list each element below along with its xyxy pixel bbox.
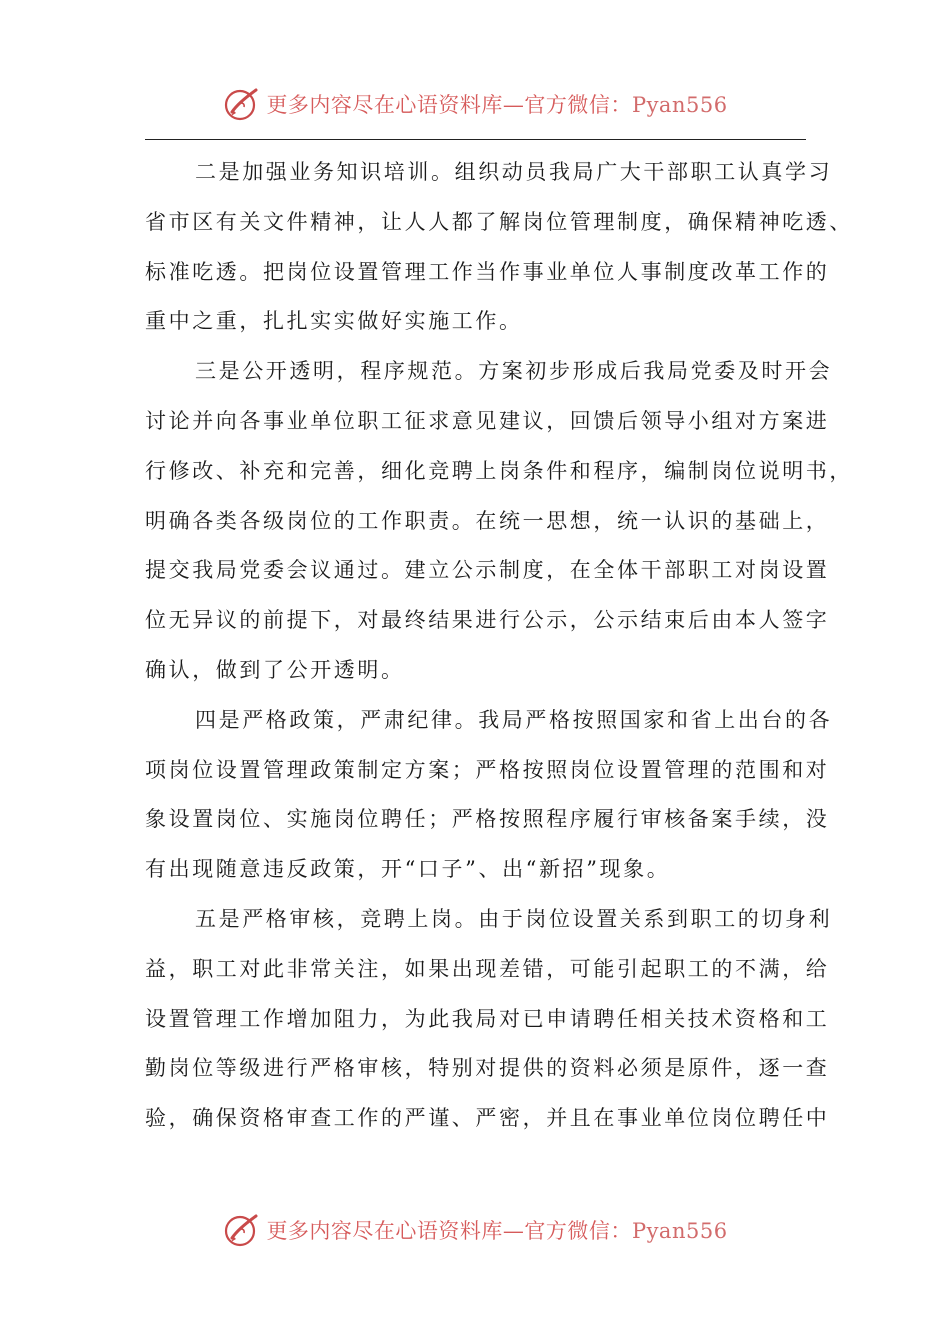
body-line: 象设置岗位、实施岗位聘任；严格按照程序履行审核备案手续，没 — [145, 807, 830, 832]
body-line: 重中之重，扎扎实实做好实施工作。 — [145, 309, 523, 334]
body-line: 益，职工对此非常关注，如果出现差错，可能引起职工的不满，给 — [145, 956, 830, 981]
body-line: 三是公开透明，程序规范。方案初步形成后我局党委及时开会 — [195, 359, 833, 384]
pen-logo-icon — [222, 84, 262, 124]
body-line: 行修改、补充和完善，细化竞聘上岗条件和程序，编制岗位说明书， — [145, 458, 853, 483]
footer-slogan: 更多内容尽在心语资料库—官方微信： — [266, 1219, 632, 1243]
body-line: 确认，做到了公开透明。 — [145, 657, 405, 682]
body-line: 项岗位设置管理政策制定方案；严格按照岗位设置管理的范围和对 — [145, 757, 830, 782]
body-line: 二是加强业务知识培训。组织动员我局广大干部职工认真学习 — [195, 160, 833, 184]
header-banner — [0, 82, 950, 126]
footer-banner — [0, 1208, 950, 1252]
header-divider — [145, 139, 806, 140]
body-line: 设置管理工作增加阻力，为此我局对已申请聘任相关技术资格和工 — [145, 1006, 830, 1031]
footer-wechat-id: Pyan556 — [631, 1219, 728, 1243]
body-line: 勤岗位等级进行严格审核，特别对提供的资料必须是原件，逐一查 — [145, 1056, 830, 1081]
body-line: 验，确保资格审查工作的严谨、严密，并且在事业单位岗位聘任中 — [145, 1106, 830, 1131]
header-banner-text — [266, 89, 727, 119]
body-line: 五是严格审核，竞聘上岗。由于岗位设置关系到职工的切身利 — [195, 906, 833, 931]
body-line: 四是严格政策，严肃纪律。我局严格按照国家和省上出台的各 — [195, 707, 833, 732]
footer-banner-text — [266, 1215, 727, 1245]
document-body — [145, 150, 853, 1146]
header-slogan: 更多内容尽在心语资料库—官方微信： — [266, 93, 632, 117]
body-line: 有出现随意违反政策，开“口子”、出“新招”现象。 — [145, 857, 671, 882]
header-wechat-id: Pyan556 — [631, 93, 728, 117]
body-line: 明确各类各级岗位的工作职责。在统一思想，统一认识的基础上， — [145, 508, 830, 533]
body-line: 省市区有关文件精神，让人人都了解岗位管理制度，确保精神吃透、 — [145, 209, 853, 234]
body-line: 讨论并向各事业单位职工征求意见建议，回馈后领导小组对方案进 — [145, 408, 830, 433]
pen-logo-icon — [222, 1210, 262, 1250]
body-line: 位无异议的前提下，对最终结果进行公示，公示结束后由本人签字 — [145, 608, 830, 633]
body-line: 提交我局党委会议通过。建立公示制度，在全体干部职工对岗设置 — [145, 558, 830, 583]
body-line: 标准吃透。把岗位设置管理工作当作事业单位人事制度改革工作的 — [145, 259, 830, 284]
